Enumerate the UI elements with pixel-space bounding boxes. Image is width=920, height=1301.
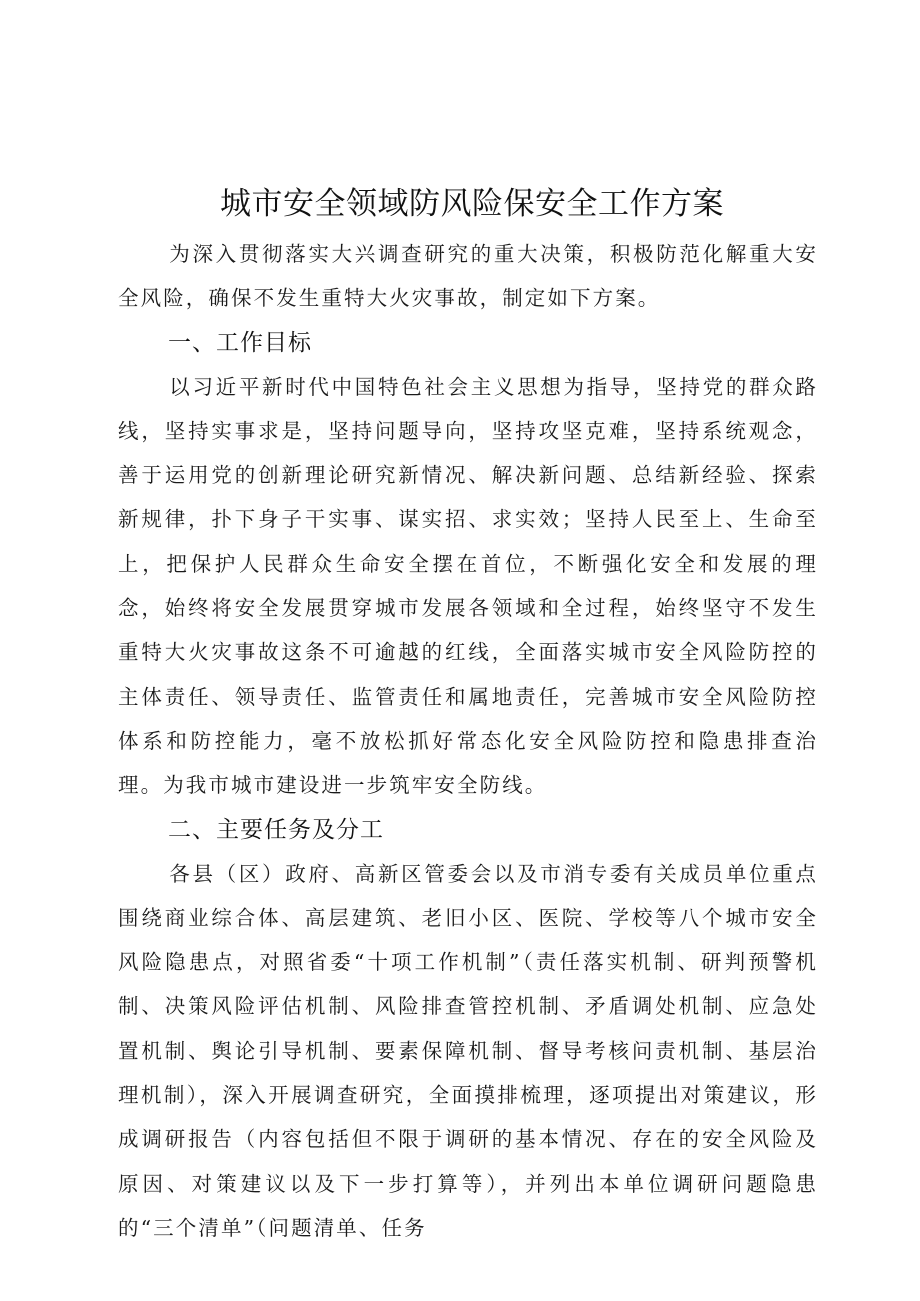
section-heading-main-tasks: 二、主要任务及分工 xyxy=(168,816,384,843)
intro-paragraph: 为深入贯彻落实大兴调查研究的重大决策，积极防范化解重大安全风险，确保不发生重特大火灾事故，制定如下方案。 xyxy=(118,242,818,311)
section-body-main-tasks: 各县（区）政府、高新区管委会以及市消专委有关成员单位重点围绕商业综合体、高层建筑、老旧小区、医院、学校等八个城市安全风险隐患点，对照省委“十项工作机制”（责任落实机制、研判预警机制、决策风险评估机制、风险排查管控机制、矛盾调处机制、应急处置机制、舆论引导机制、要素保障机制、督导考核问责机制、基层治理机制），深入开展调查研究，全面摸排梳理，逐项提出对策建议，形成调研报告（内容包括但不限于调研的基本情况、存在的安全风险及原因、对策建议以及下一步打算等），并列出本单位调研问题隐患的“三个清单”（问题清单、任务 xyxy=(118,861,818,1240)
document-title: 城市安全领域防风险保安全工作方案 xyxy=(220,186,724,222)
section-heading-work-goals: 一、工作目标 xyxy=(168,329,312,356)
section-body-work-goals: 以习近平新时代中国特色社会主义思想为指导，坚持党的群众路线，坚持实事求是，坚持问题导向，坚持攻坚克难，坚持系统观念，善于运用党的创新理论研究新情况、解决新问题、总结新经验、探索新规律，扑下身子干实事、谋实招、求实效；坚持人民至上、生命至上，把保护人民群众生命安全摆在首位，不断强化安全和发展的理念，始终将安全发展贯穿城市发展各领域和全过程，始终坚守不发生重特大火灾事故这条不可逾越的红线，全面落实城市安全风险防控的主体责任、领导责任、监管责任和属地责任，完善城市安全风险防控体系和防控能力，毫不放松抓好常态化安全风险防控和隐患排查治理。为我市城市建设进一步筑牢安全防线。 xyxy=(118,374,818,798)
document-page xyxy=(118,178,818,1250)
